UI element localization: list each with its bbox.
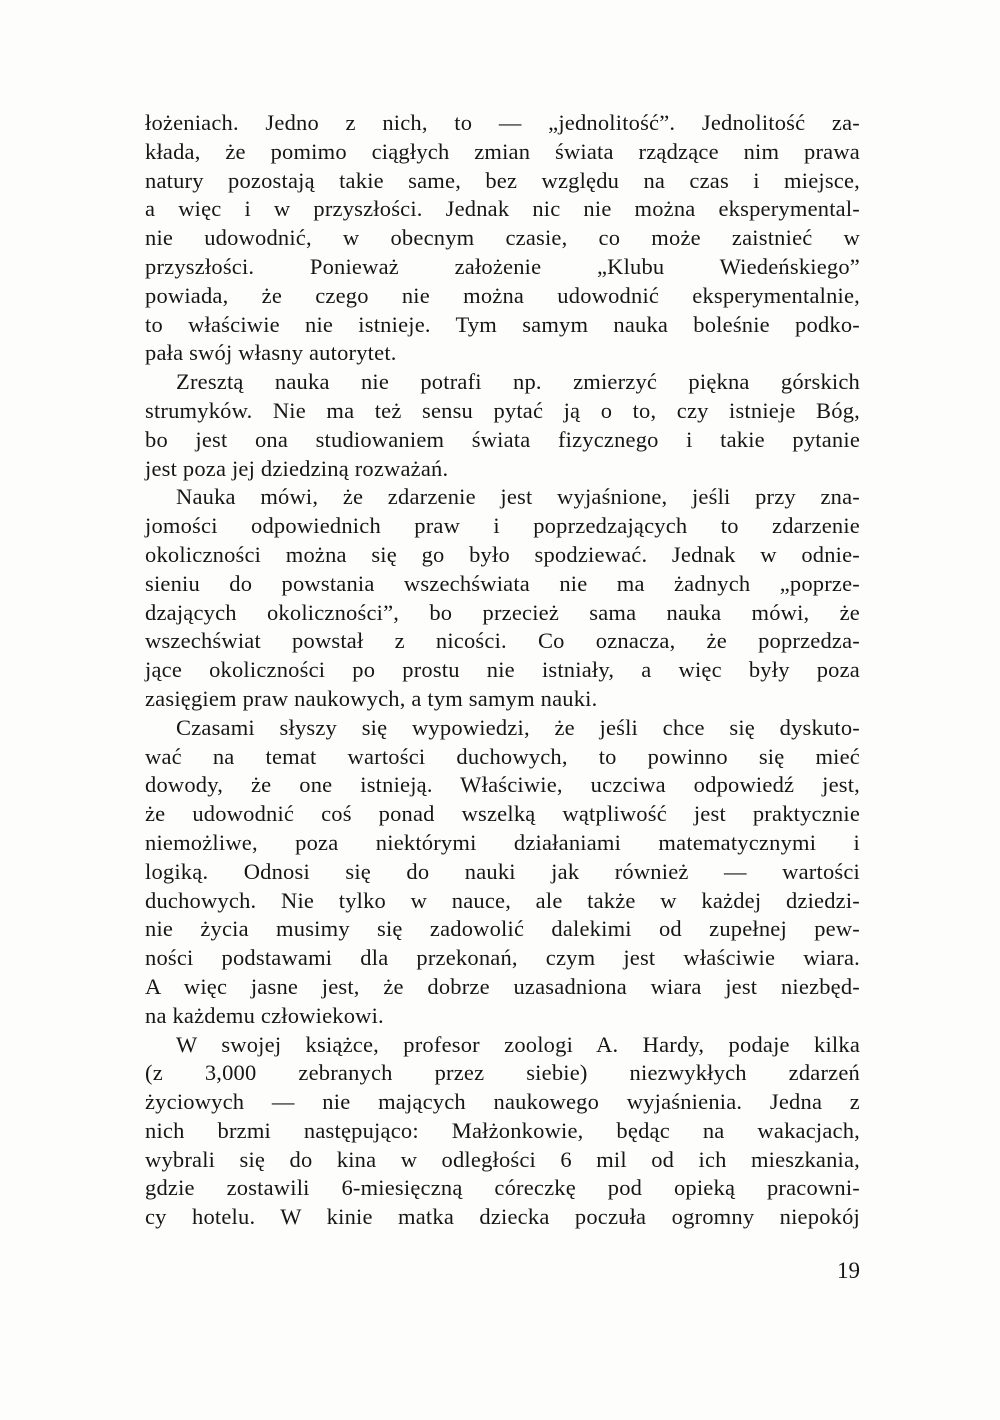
text-line: jące okoliczności po prostu nie istniały, a więc były poza: [145, 657, 860, 683]
text-line: A więc jasne jest, że dobrze uzasadniona wiara jest niezbęd-: [145, 973, 860, 999]
text-line: Zresztą nauka nie potrafi np. zmierzyć piękna górskich: [176, 369, 860, 395]
text-line: (z 3,000 zebranych przez siebie) niezwykłych zdarzeń: [145, 1060, 860, 1086]
text-line: powiada, że czego nie można udowodnić eksperymentalnie,: [145, 282, 860, 308]
text-line: pała swój własny autorytet.: [145, 340, 397, 366]
text-line: życiowych — nie mających naukowego wyjaśnienia. Jedna z: [145, 1089, 860, 1115]
text-line: wać na temat wartości duchowych, to powinno się mieć: [145, 743, 860, 769]
text-line: dzających okoliczności”, bo przecież sama nauka mówi, że: [145, 599, 860, 625]
text-line: W swojej książce, profesor zoologi A. Hardy, podaje kilka: [176, 1031, 860, 1057]
text-line: niemożliwe, poza niektórymi działaniami matematycznymi i: [145, 829, 860, 855]
text-line: okoliczności można się go było spodziewać. Jednak w odnie-: [145, 541, 860, 567]
text-line: łożeniach. Jedno z nich, to — „jednolitość”. Jednolitość za-: [145, 110, 860, 135]
text-line: sieniu do powstania wszechświata nie ma żadnych „poprze-: [145, 570, 860, 596]
text-line: logiką. Odnosi się do nauki jak również — wartości: [145, 858, 860, 884]
text-line: jest poza jej dziedziną rozważań.: [145, 455, 449, 481]
text-line: zasięgiem praw naukowych, a tym samym nauki.: [145, 685, 598, 711]
text-line: to właściwie nie istnieje. Tym samym nauka boleśnie podko-: [145, 311, 860, 337]
text-block: [145, 109, 860, 1232]
text-line: że udowodnić coś ponad wszelką wątpliwość jest praktycznie: [145, 801, 860, 827]
text-line: cy hotelu. W kinie matka dziecka poczuła ogromny niepokój: [145, 1204, 860, 1230]
paragraph-2: [145, 368, 860, 483]
text-line: ności podstawami dla przekonań, czym jest właściwie wiara.: [145, 945, 860, 971]
text-line: nie udowodnić, w obecnym czasie, co może zaistnieć w: [145, 225, 860, 251]
text-line: przyszłości. Ponieważ założenie „Klubu Wiedeńskiego”: [145, 253, 860, 279]
text-line: na każdemu człowiekowi.: [145, 1002, 384, 1028]
text-line: duchowych. Nie tylko w nauce, ale także w każdej dziedzi-: [145, 887, 860, 913]
paragraph-5: [145, 1031, 860, 1233]
paragraph-1: [145, 109, 860, 368]
text-line: a więc i w przyszłości. Jednak nic nie można eksperymental-: [145, 196, 860, 222]
text-line: Czasami słyszy się wypowiedzi, że jeśli chce się dyskuto-: [176, 714, 860, 740]
text-line: nich brzmi następująco: Małżonkowie, będąc na wakacjach,: [145, 1117, 860, 1143]
page-number: 19: [837, 1258, 860, 1283]
text-line: wybrali się do kina w odległości 6 mil od ich mieszkania,: [145, 1146, 860, 1172]
text-line: gdzie zostawili 6-miesięczną córeczkę pod opieką pracowni-: [145, 1175, 860, 1201]
text-line: bo jest ona studiowaniem świata fizycznego i takie pytanie: [145, 426, 860, 452]
paragraph-3: [145, 483, 860, 713]
text-line: strumyków. Nie ma też sensu pytać ją o to, czy istnieje Bóg,: [145, 397, 860, 423]
text-line: jomości odpowiednich praw i poprzedzających to zdarzenie: [145, 513, 860, 539]
text-line: nie życia musimy się zadowolić dalekimi od zupełnej pew-: [145, 916, 860, 942]
text-line: Nauka mówi, że zdarzenie jest wyjaśnione, jeśli przy zna-: [176, 484, 860, 510]
paragraph-4: [145, 714, 860, 1031]
text-line: wszechświat powstał z nicości. Co oznacza, że poprzedza-: [145, 628, 860, 654]
text-line: natury pozostają takie same, bez względu na czas i miejsce,: [145, 167, 860, 193]
text-line: dowody, że one istnieją. Właściwie, uczciwa odpowiedź jest,: [145, 772, 860, 798]
text-line: kłada, że pomimo ciągłych zmian świata rządzące nim prawa: [145, 138, 860, 164]
